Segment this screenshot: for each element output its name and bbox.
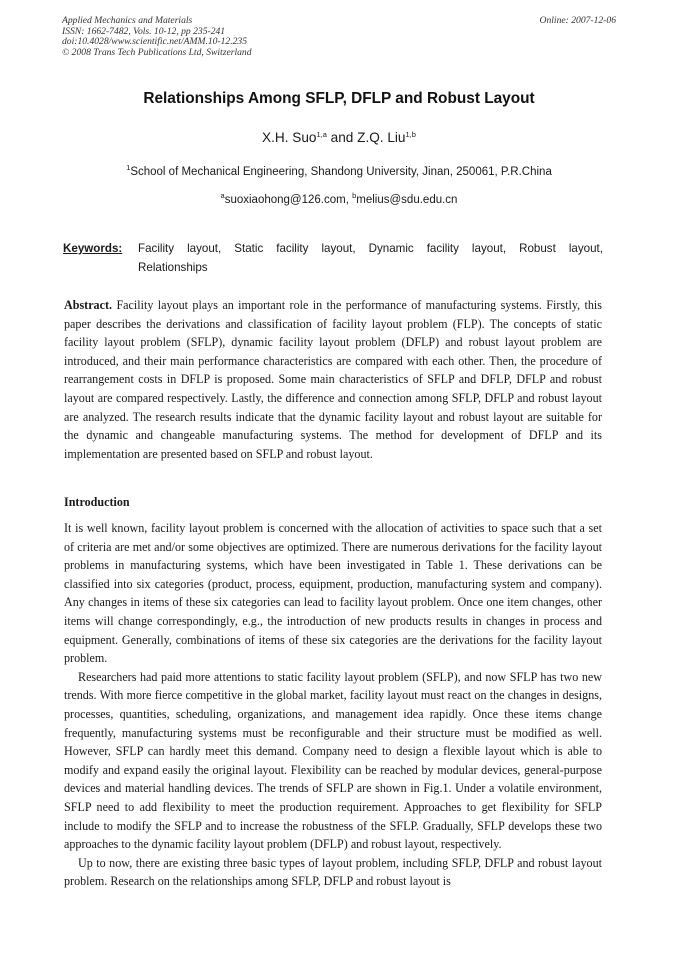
introduction-heading: Introduction [64, 495, 130, 509]
abstract-text: Facility layout plays an important role in the performance of manufacturing systems. Firstly, this paper describes the derivations and classification of facility layout problem (FLP). The concepts of static facility layout problem (SFLP), dynamic facility layout problem (DFLP) and robust layout problem are introduced, and their main performance characteristics are compared with each other. Then, the procedure of rearrangement costs in DFLP is proposed. Some main characteristics of SFLP and DFLP, DFLP and robust layout are compared respectively. Lastly, the difference and connection among SFLP, DFLP and robust layout are analyzed. The research results indicate that the dynamic facility layout and robust layout are suitable for the dynamic and changeable manufacturing systems. The method for development of DFLP and its implementation are presented based on SFLP and robust layout. [64, 298, 603, 461]
intro-paragraph-2: Researchers had paid more attentions to static facility layout problem (SFLP), and now SFLP has two new trends. With more fierce competitive in the global market, facility layout must react on the changes in designs, processes, quantities, scheduling, organizations, and management idea rapidly. Once these items change frequently, manufacturing systems must be reconfigurable and their structure must be modified as well. However, SFLP can hardly meet this demand. Company need to design a flexible layout which is able to modify and expand easily the original layout. Flexibility can be reached by modular devices, general-purpose devices and material handling devices. The trends of SFLP are shown in Fig.1. Under a volatile environment, SFLP need to add flexibility to meet the production requirement. Approaches to get flexibility for SFLP include to modify the SFLP and to increase the robustness of the SFLP. Gradually, SFLP develops these two approaches to the dynamic facility layout problem (DFLP) and robust layout, respectively. [64, 669, 602, 852]
affiliation-text: School of Mechanical Engineering, Shandong University, Jinan, 250061, P.R.China [130, 166, 552, 178]
introduction-body [64, 519, 602, 891]
issn-line: ISSN: 1662-7482, Vols. 10-12, pp 235-241 [62, 25, 226, 37]
email-a: suoxiaohong@126.com, [224, 194, 349, 206]
doi-line: doi:10.4028/www.scientific.net/AMM.10-12.235 [62, 36, 248, 48]
affiliation-sup: 1 [126, 163, 131, 172]
author-2-affil: 1,b [405, 130, 416, 139]
email-b-sup: b [352, 191, 357, 200]
author-2: Z.Q. Liu [357, 130, 406, 145]
abstract-label: Abstract. [64, 298, 113, 312]
paper-title: Relationships Among SFLP, DFLP and Robust Layout [143, 90, 535, 107]
intro-paragraph-3: Up to now, there are existing three basic types of layout problem, including SFLP, DFLP and robust layout problem. Research on the relationships among SFLP, DFLP and robust layout is [64, 855, 602, 889]
intro-paragraph-1: It is well known, facility layout problem is concerned with the allocation of activities to space such that a set of criteria are met and/or some objectives are optimized. There are numerous derivations for the facility layout problems in manufacturing systems, which have been investigated in Table 1. These derivations can be classified into six categories (product, process, equipment, production, manufacturing system and company). Any changes in items of these six categories can lead to facility layout problem. Once one item changes, other items will change correspondingly, e.g., the introduction of new products results in changes in process and equipment. Generally, combinations of items of these six categories are the derivations for the facility layout problem. [64, 521, 602, 666]
keywords-text: Facility layout, Static facility layout, Dynamic facility layout, Robust layout, Relationships [138, 242, 603, 274]
affiliation [0, 163, 678, 178]
email-a-sup: a [220, 191, 225, 200]
emails [0, 191, 678, 206]
copyright-line: © 2008 Trans Tech Publications Ltd, Switzerland [62, 46, 252, 58]
author-line [0, 130, 678, 145]
email-b: melius@sdu.edu.cn [356, 194, 458, 206]
author-conj: and [330, 130, 354, 145]
online-date: Online: 2007-12-06 [539, 15, 616, 26]
keywords-label: Keywords: [63, 242, 123, 255]
journal-name: Applied Mechanics and Materials [62, 15, 193, 26]
keywords-block [63, 240, 603, 277]
author-1: X.H. Suo [262, 130, 317, 145]
journal-header [62, 16, 616, 58]
abstract [64, 296, 602, 463]
author-1-affil: 1,a [316, 130, 327, 139]
